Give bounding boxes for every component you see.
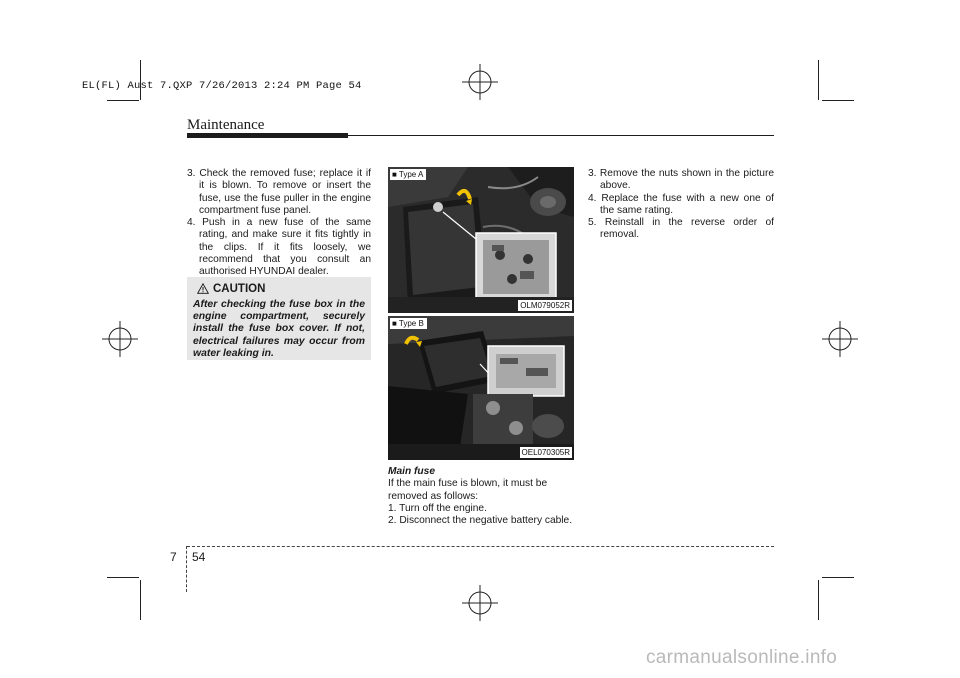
main-fuse-heading: Main fuse (388, 466, 435, 477)
header-rule-thin (348, 135, 774, 136)
step-3-remove-nuts: 3. Remove the nuts shown in the picture above. (588, 168, 774, 192)
header-rule-thick (187, 133, 348, 138)
column-right (588, 168, 774, 242)
step-4-replace-fuse: 4. Replace the fuse with a new one of the same rating. (588, 192, 774, 216)
registration-mark-right (820, 319, 860, 359)
site-watermark: carmanualsonline.info (646, 647, 838, 668)
print-slug: EL(FL) Aust 7.QXP 7/26/2013 2:24 PM Page 54 (82, 80, 362, 92)
step-4-push-new-fuse: 4. Push in a new fuse of the same rating, and make sure it fits tightly in the clips. If it fits loosely, we recommend that you consult an authorised HYUNDAI dealer. (187, 217, 371, 278)
section-title: Maintenance (187, 117, 265, 133)
registration-mark-top (460, 62, 500, 102)
figure-type-a-code: OLM079052R (520, 301, 570, 310)
footer-rule (187, 546, 774, 547)
page-number: 54 (192, 550, 206, 564)
engine-fuse-box-photo-type-b (388, 316, 574, 460)
engine-fuse-box-photo-type-a (388, 167, 574, 313)
step-5-reinstall: 5. Reinstall in the reverse order of removal. (588, 217, 774, 241)
registration-mark-bottom (460, 583, 500, 623)
figure-type-b (388, 316, 574, 460)
figure-type-a (388, 167, 574, 313)
column-left (187, 168, 371, 279)
main-fuse-section (388, 466, 576, 527)
figure-type-a-label: ■ Type A (390, 169, 426, 180)
main-fuse-step-2: 2. Disconnect the negative battery cable. (388, 515, 573, 527)
main-fuse-step-1: 1. Turn off the engine. (388, 502, 487, 514)
caution-title: CAUTION (213, 283, 266, 295)
caution-text: After checking the fuse box in the engine compartment, securely install the fuse box cover. If not, electrical failures may occur from water leaking in. (193, 299, 365, 359)
registration-mark-left (100, 319, 140, 359)
figure-type-b-code: OEL070305R (521, 448, 570, 457)
caution-heading (197, 283, 265, 295)
main-fuse-intro: If the main fuse is blown, it must be removed as follows: (388, 478, 548, 502)
chapter-number: 7 (170, 550, 177, 564)
figure-type-b-label: ■ Type B (390, 318, 427, 329)
caution-box (187, 277, 371, 360)
warning-triangle-icon (197, 283, 209, 294)
step-3-check-fuse: 3. Check the removed fuse; replace it if it is blown. To remove or insert the fuse, use the fuse puller in the engine compartment fuse panel. (187, 168, 371, 216)
footer-divider (186, 546, 187, 592)
